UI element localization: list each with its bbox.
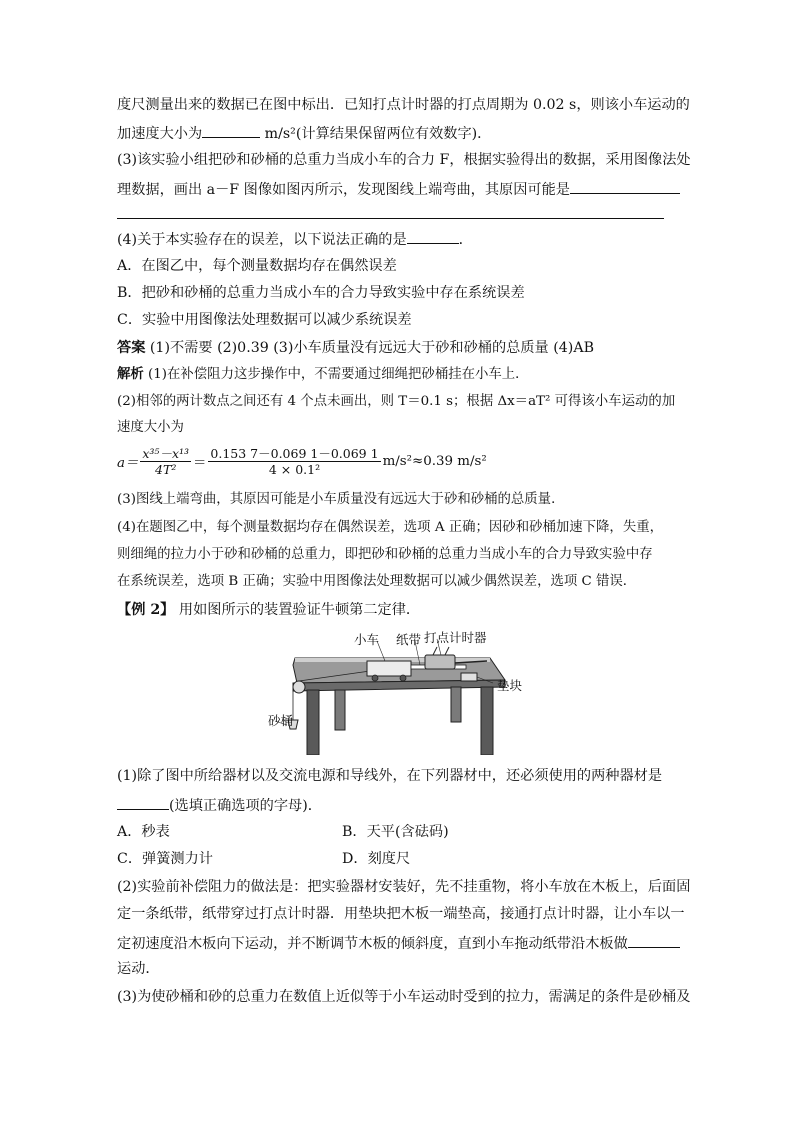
car-wheel-right: [400, 675, 406, 681]
ex2-q1-option-b: B．天平(含砝码): [342, 824, 449, 840]
eq-rhs: m/s²≈0.39 m/s²: [382, 454, 487, 469]
table-leg-front-right: [481, 687, 493, 755]
q3-text-line-2: [117, 178, 680, 200]
q2-text-line-2: [117, 122, 491, 144]
ex2-q1-option-a: A．秒表: [117, 824, 170, 840]
analysis-p1: [117, 364, 529, 385]
ex2-q1-line-2-text: (选填正确选项的字母)．: [169, 798, 322, 814]
q2-text-line-1: 度尺测量出来的数据已在图中标出．已知打点计时器的打点周期为 0.02 s，则该小车运动的: [117, 97, 690, 113]
ex2-q2-line-1: (2)实验前补偿阻力的做法是：把实验器材安装好，先不挂重物，将小车放在木板上，后面固: [117, 879, 691, 895]
analysis-p2-line-1: (2)相邻的两计数点之间还有 4 个点未画出，则 T＝0.1 s；根据 Δx＝aT² 可得该小车运动的加: [117, 394, 676, 409]
example2-tag: 【例 2】: [117, 602, 175, 618]
car-body: [367, 661, 411, 676]
answer-label: 答案: [117, 340, 146, 356]
q4-stem-post: ．: [458, 232, 473, 248]
label-car: 小车: [354, 632, 380, 647]
ex2-q1-answer-blank[interactable]: [117, 794, 169, 810]
block-shape: [461, 673, 477, 681]
car-wheel-left: [372, 675, 378, 681]
q4-option-a: A．在图乙中，每个测量数据均存在偶然误差: [117, 258, 397, 274]
eq-denominator-1: 4T²: [155, 462, 177, 477]
table-leg-front-left: [307, 690, 319, 755]
eq-mid: ＝: [193, 456, 207, 471]
q3-text: 理数据，画出 a－F 图像如图丙所示，发现图线上端弯曲，其原因可能是: [117, 182, 570, 198]
analysis-p2-line-2: 速度大小为: [117, 420, 184, 435]
table-leg-back-left: [335, 690, 345, 730]
eq-lhs: a＝: [117, 456, 139, 471]
eq-numerator-2: 0.153 7－0.069 1－0.069 1: [210, 446, 379, 461]
q4-answer-blank[interactable]: [407, 228, 459, 244]
q4-option-b: B．把砂和砂桶的总重力当成小车的合力导致实验中存在系统误差: [117, 285, 525, 301]
analysis-p4-line-1: (4)在题图乙中，每个测量数据均存在偶然误差，选项 A 正确；因砂和砂桶加速下降，失重，: [117, 520, 663, 535]
q2-text-post: m/s²(计算结果保留两位有效数字)．: [260, 126, 492, 142]
ex2-q1-line-2: [117, 794, 322, 816]
label-tape: 纸带: [396, 632, 422, 647]
eq-numerator-1: x³⁵－x¹³: [142, 446, 190, 461]
analysis-p3: (3)图线上端弯曲，其原因可能是小车质量没有远远大于砂和砂桶的总质量．: [117, 492, 565, 507]
pulley: [293, 681, 305, 693]
q2-text-pre: 加速度大小为: [117, 126, 203, 142]
timer-body: [425, 655, 455, 669]
q4-stem: [117, 228, 473, 250]
ex2-q2-line-2: 定一条纸带，纸带穿过打点计时器．用垫块把木板一端垫高，接通打点计时器，让小车以一: [117, 906, 685, 922]
label-timer: 打点计时器: [424, 630, 487, 645]
analysis-p4-line-2: 则细绳的拉力小于砂和砂桶的总重力，即把砂和砂桶的总重力当成小车的合力导致实验中存: [117, 547, 653, 562]
eq-fraction-1: [140, 446, 191, 477]
acceleration-equation: [117, 446, 487, 477]
q4-stem-pre: (4)关于本实验存在的误差，以下说法正确的是: [117, 232, 407, 248]
example2-title: 用如图所示的装置验证牛顿第二定律．: [174, 602, 421, 618]
ex2-q1-line-1: (1)除了图中所给器材以及交流电源和导线外，在下列器材中，还必须使用的两种器材是: [117, 768, 663, 784]
example2-heading: [117, 600, 420, 620]
ex2-q3-line-1: (3)为使砂桶和砂的总重力在数值上近似等于小车运动时受到的拉力，需满足的条件是砂桶及: [117, 989, 691, 1005]
analysis-p4-line-3: 在系统误差，选项 B 正确；实验中用图像法处理数据可以减少偶然误差，选项 C 错误．: [117, 574, 637, 589]
analysis-label: 解析: [117, 366, 144, 382]
ex2-q2-line-3-text: 定初速度沿木板向下运动，并不断调节木板的倾斜度，直到小车拖动纸带沿木板做: [117, 936, 628, 952]
table-leg-back-right: [451, 687, 461, 722]
q4-option-c: C．实验中用图像法处理数据可以减少系统误差: [117, 312, 412, 328]
analysis-p1-text: (1)在补偿阻力这步操作中，不需要通过细绳把砂桶挂在小车上．: [143, 367, 529, 382]
ex2-q2-line-3: [117, 932, 680, 954]
ex2-q1-option-c: C．弹簧测力计: [117, 851, 213, 867]
q2-answer-blank[interactable]: [202, 122, 260, 138]
q3-text-line-1: (3)该实验小组把砂和砂桶的总重力当成小车的合力 F，根据实验得出的数据，采用图像法处: [117, 152, 691, 168]
q3-answer-line[interactable]: [117, 218, 664, 219]
q3-answer-blank[interactable]: [570, 178, 680, 194]
label-bucket: 砂桶: [268, 713, 294, 728]
label-block: 垫块: [497, 678, 523, 693]
eq-fraction-2: [208, 446, 380, 477]
ex2-q2-line-4: 运动．: [117, 961, 160, 977]
ex2-q1-option-d: D．刻度尺: [342, 851, 411, 867]
answer-line: [117, 338, 594, 358]
eq-denominator-2: 4 × 0.1²: [268, 462, 321, 477]
ex2-q2-answer-blank[interactable]: [628, 932, 680, 948]
answer-text: (1)不需要 (2)0.39 (3)小车质量没有远远大于砂和砂桶的总质量 (4)AB: [145, 340, 595, 356]
